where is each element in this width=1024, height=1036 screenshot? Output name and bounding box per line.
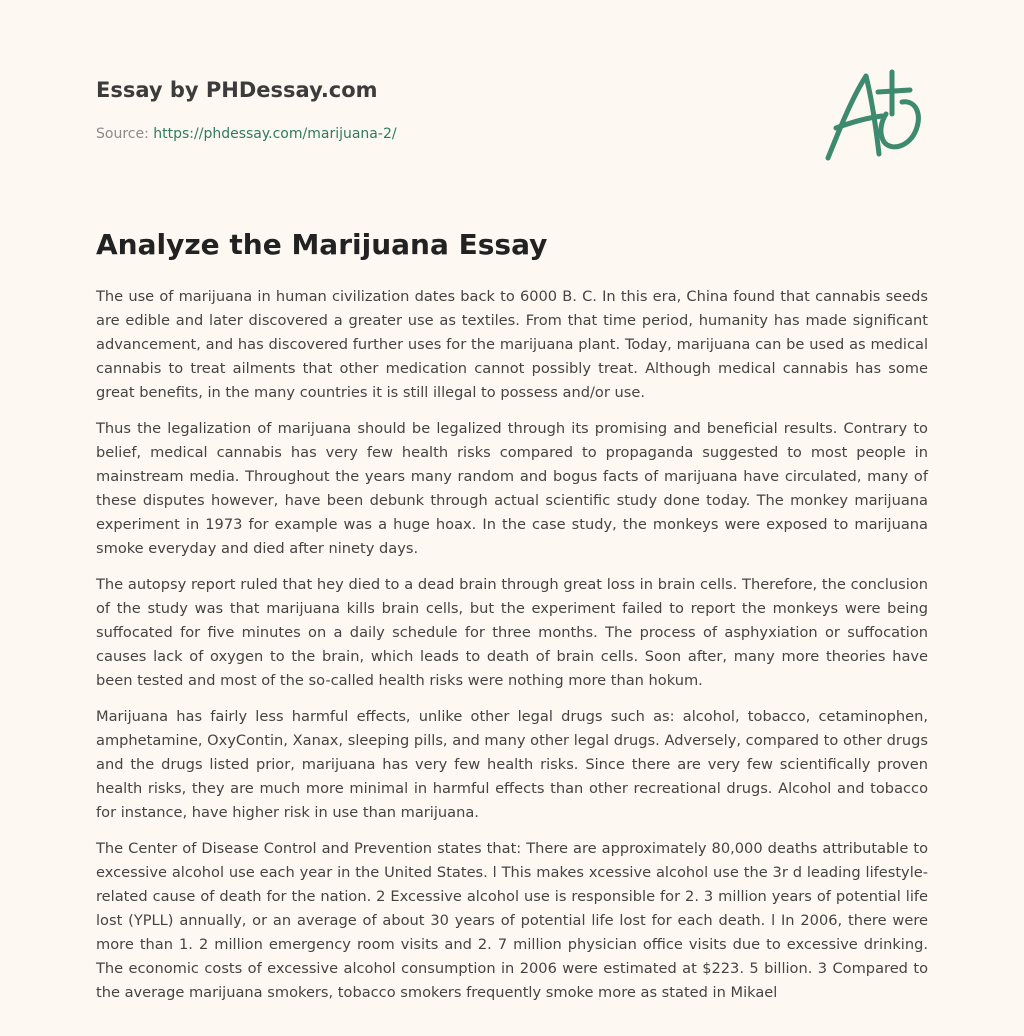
essay-body (96, 285, 928, 1017)
paragraph: Thus the legalization of marijuana should be legalized through its promising and beneficial results. Contrary to belief, medical cannabis has very few health risks compared to propaganda suggested to most people in mainstream media. Throughout the years many random and bogus facts of marijuana have circulated, many of these disputes however, have been debunk through actual scientific study done today. The monkey marijuana experiment in 1973 for example was a huge hoax. In the case study, the monkeys were exposed to marijuana smoke everyday and died after ninety days. (96, 420, 928, 557)
site-brand: Essay by PHDessay.com (96, 78, 378, 102)
source-label: Source: (96, 126, 154, 142)
source-link[interactable]: https://phdessay.com/marijuana-2/ (153, 126, 397, 142)
paragraph: Marijuana has fairly less harmful effects, unlike other legal drugs such as: alcohol, tobacco, cetaminophen, amphetamine, OxyContin, Xanax, sleeping pills, and many other legal drugs. Adversely, compared to other drugs and the drugs listed prior, marijuana has very few health risks. Since there are very few scientifically proven health risks, they are much more minimal in harmful effects than other recreational drugs. Alcohol and tobacco for instance, have higher risk in use than marijuana. (96, 708, 928, 821)
paragraph: The autopsy report ruled that hey died to a dead brain through great loss in brain cells. Therefore, the conclusion of the study was that marijuana kills brain cells, but the experiment failed to report the monkeys were being suffocated for five minutes on a daily schedule for three months. The process of asphyxiation or suffocation causes lack of oxygen to the brain, which leads to death of brain cells. Soon after, many more theories have been tested and most of the so-called health risks were nothing more than hokum. (96, 576, 928, 689)
source-line (96, 124, 796, 144)
paragraph: The Center of Disease Control and Prevention states that: There are approximately 80,000 deaths attributable to excessive alcohol use each year in the United States. l This makes xcessive alcohol use the 3r d leading lifestyle-related cause of death for the nation. 2 Excessive alcohol use is responsible for 2. 3 million years of potential life lost (YPLL) annually, or an average of about 30 years of potential life lost for each death. l In 2006, there were more than 1. 2 million emergency room visits and 2. 7 million physician office visits due to excessive drinking. The economic costs of excessive alcohol consumption in 2006 were estimated at $223. 5 billion. 3 Compared to the average marijuana smokers, tobacco smokers frequently smoke more as stated in Mikael (96, 840, 928, 1001)
page-header (96, 76, 796, 144)
a-plus-grade-icon (822, 66, 930, 166)
paragraph: The use of marijuana in human civilization dates back to 6000 B. C. In this era, China found that cannabis seeds are edible and later discovered a greater use as textiles. From that time period, humanity has made significant advancement, and has discovered further uses for the marijuana plant. Today, marijuana can be used as medical cannabis to treat ailments that other medication cannot possibly treat. Although medical cannabis has some great benefits, in the many countries it is still illegal to possess and/or use. (96, 288, 928, 401)
essay-title: Analyze the Marijuana Essay (96, 228, 548, 261)
